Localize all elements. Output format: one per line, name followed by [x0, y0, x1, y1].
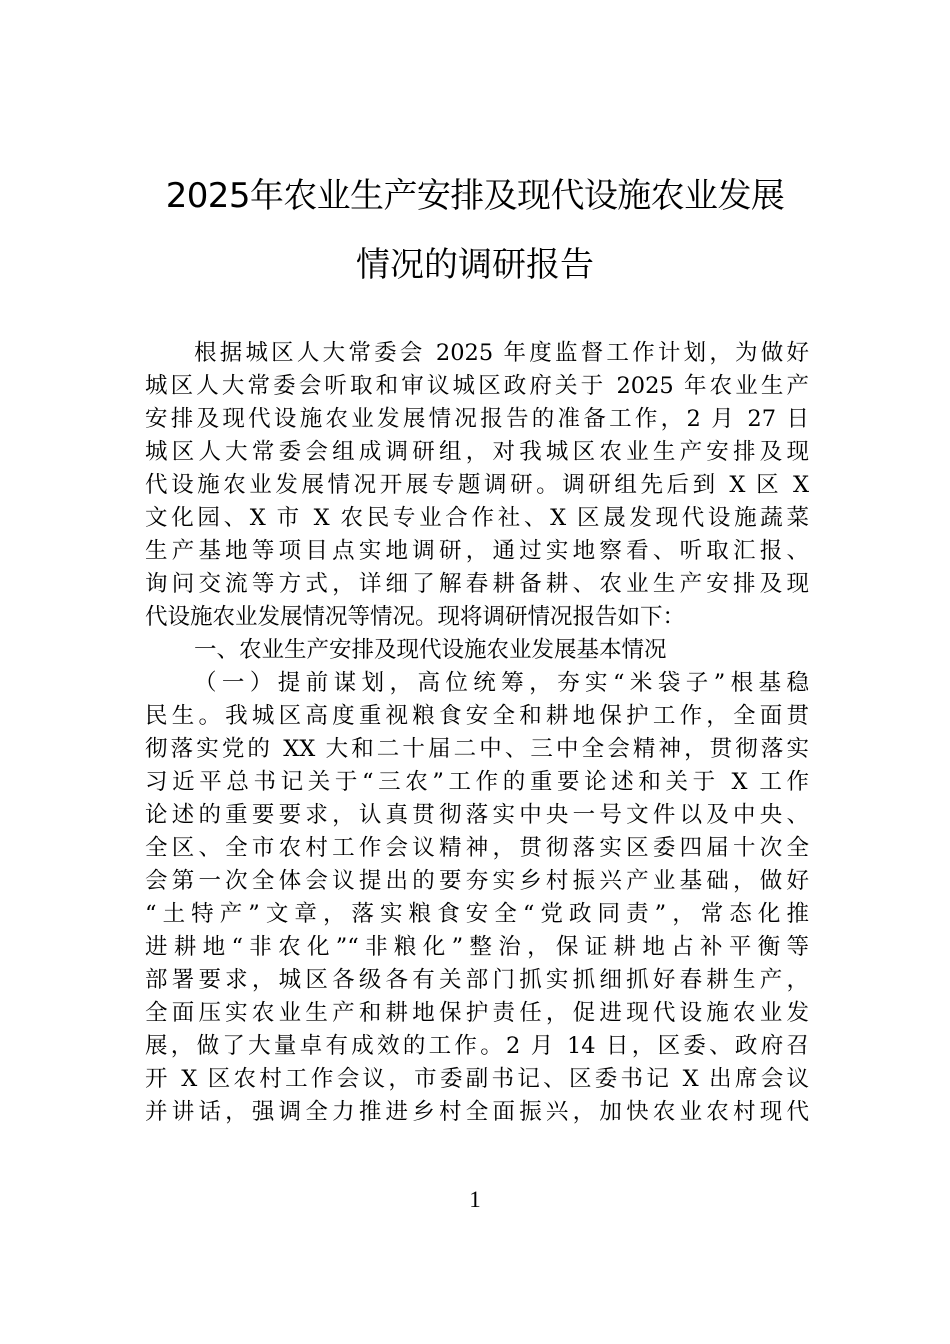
paragraph-line: 代设施农业发展情况开展专题调研。调研组先后到 X 区 X [145, 472, 809, 498]
paragraph-line: 生产基地等项目点实地调研，通过实地察看、听取汇报、 [145, 538, 809, 564]
paragraph-line: 习近平总书记关于“三农”工作的重要论述和关于 X 工作 [145, 769, 809, 795]
paragraph-line: 民生。我城区高度重视粮食安全和耕地保护工作，全面贯 [145, 703, 809, 729]
paragraph-line: 安排及现代设施农业发展情况报告的准备工作，2 月 27 日 [145, 406, 809, 432]
paragraph-line: 询问交流等方式，详细了解春耕备耕、农业生产安排及现 [145, 571, 809, 597]
paragraph-line: 展，做了大量卓有成效的工作。2 月 14 日，区委、政府召 [145, 1033, 809, 1059]
paragraph-line: 论述的重要要求，认真贯彻落实中央一号文件以及中央、 [145, 802, 809, 828]
section-heading: 一、农业生产安排及现代设施农业发展基本情况 [194, 637, 667, 663]
paragraph-line: 会第一次全体会议提出的要夯实乡村振兴产业基础，做好 [145, 868, 809, 894]
paragraph-line: 彻落实党的 XX 大和二十届二中、三中全会精神，贯彻落实 [145, 736, 809, 762]
paragraph-line: 部署要求，城区各级各有关部门抓实抓细抓好春耕生产， [145, 967, 809, 993]
paragraph-line: 城区人大常委会听取和审议城区政府关于 2025 年农业生产 [145, 373, 809, 399]
paragraph-line: 进耕地“非农化”“非粮化”整治，保证耕地占补平衡等 [145, 934, 809, 960]
paragraph-line: 开 X 区农村工作会议，市委副书记、区委书记 X 出席会议 [145, 1066, 809, 1092]
title-line-2: 情况的调研报告 [356, 245, 594, 285]
paragraph-line: （一）提前谋划，高位统筹，夯实“米袋子”根基稳 [194, 670, 809, 696]
paragraph-line: “土特产”文章，落实粮食安全“党政同责”，常态化推 [145, 901, 809, 927]
paragraph-line: 代设施农业发展情况等情况。现将调研情况报告如下： [145, 604, 686, 630]
paragraph-line: 全区、全市农村工作会议精神，贯彻落实区委四届十次全 [145, 835, 809, 861]
paragraph-line: 根据城区人大常委会 2025 年度监督工作计划，为做好 [194, 340, 809, 366]
page-number: 1 [469, 1187, 481, 1212]
paragraph-line: 城区人大常委会组成调研组，对我城区农业生产安排及现 [145, 439, 809, 465]
paragraph-line: 文化园、X 市 X 农民专业合作社、X 区晟发现代设施蔬菜 [145, 505, 809, 531]
paragraph-line: 并讲话，强调全力推进乡村全面振兴，加快农业农村现代 [145, 1099, 809, 1125]
title-line-1: 2025年农业生产安排及现代设施农业发展 [165, 176, 785, 216]
paragraph-line: 全面压实农业生产和耕地保护责任，促进现代设施农业发 [145, 1000, 809, 1026]
